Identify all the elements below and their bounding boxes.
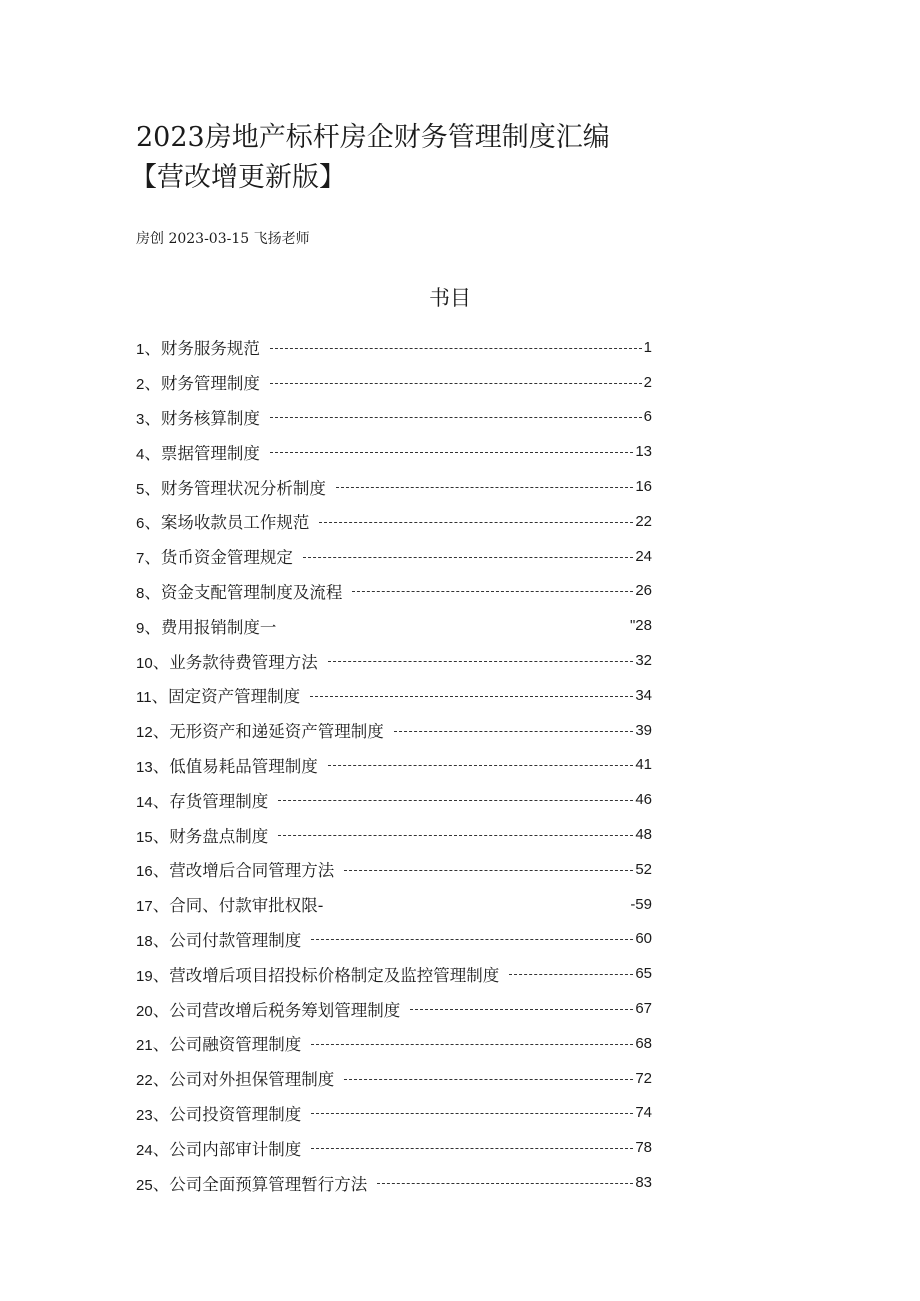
toc-item-title: 公司营改增后税务筹划管理制度 xyxy=(169,1000,401,1020)
toc-item-label: 14、存货管理制度 xyxy=(136,791,269,811)
toc-item-label: 19、营改增后项目招投标价格制定及监控管理制度 xyxy=(136,965,500,985)
toc-item-label: 9、费用报销制度一 xyxy=(136,617,277,637)
toc-leader-dots xyxy=(270,348,642,349)
toc-item-label: 8、资金支配管理制度及流程 xyxy=(136,582,343,602)
toc-item-label: 22、公司对外担保管理制度 xyxy=(136,1070,335,1090)
toc-leader-dots xyxy=(319,522,633,523)
toc-leader-dots xyxy=(303,557,633,558)
toc-item-page: 68 xyxy=(635,1034,652,1052)
toc-item[interactable] xyxy=(136,713,652,748)
toc-item-title: 财务服务规范 xyxy=(160,339,260,359)
toc-item-number: 4 xyxy=(136,445,145,463)
toc-item[interactable] xyxy=(136,330,652,365)
toc-item-page: 83 xyxy=(635,1174,652,1192)
toc-item-page: 24 xyxy=(635,547,652,565)
toc-item-page: 72 xyxy=(635,1069,652,1087)
toc-item-title: 营改增后项目招投标价格制定及监控管理制度 xyxy=(169,965,500,985)
toc-item-title: 公司全面预算管理暂行方法 xyxy=(169,1174,368,1194)
toc-item-label: 15、财务盘点制度 xyxy=(136,826,269,846)
toc-item-page: 22 xyxy=(635,512,652,530)
toc-item[interactable] xyxy=(136,887,652,922)
toc-item-label: 18、公司付款管理制度 xyxy=(136,930,302,950)
toc-item-page: -59 xyxy=(630,895,652,913)
toc-item-number: 9 xyxy=(136,619,145,637)
toc-leader-dots xyxy=(311,1148,633,1149)
toc-item-label: 1、财务服务规范 xyxy=(136,339,260,359)
toc-item[interactable] xyxy=(136,748,652,783)
toc-item-label: 23、公司投资管理制度 xyxy=(136,1104,302,1124)
toc-leader-dots xyxy=(311,939,633,940)
toc-leader-dots xyxy=(310,696,633,697)
toc-item-label: 3、财务核算制度 xyxy=(136,408,260,428)
toc-item-title: 无形资产和递延资产管理制度 xyxy=(169,722,384,742)
toc-item-title: 货币资金管理规定 xyxy=(160,548,293,568)
toc-item-page: 41 xyxy=(635,756,652,774)
toc-item-page: 16 xyxy=(635,478,652,496)
toc-leader-dots xyxy=(344,870,633,871)
toc-item-page: 74 xyxy=(635,1104,652,1122)
toc-leader-dots xyxy=(278,800,633,801)
toc-item-number: 14 xyxy=(136,793,153,811)
toc-item[interactable] xyxy=(136,365,652,400)
toc-item-label: 6、案场收款员工作规范 xyxy=(136,513,310,533)
toc-item-page: 2 xyxy=(643,373,652,391)
toc-item-number: 17 xyxy=(136,898,153,916)
toc-leader-dots xyxy=(270,417,642,418)
toc-item-number: 15 xyxy=(136,828,153,846)
toc-item-number: 7 xyxy=(136,550,145,568)
toc-item-title: 票据管理制度 xyxy=(160,443,260,463)
toc-item-title: 财务管理状况分析制度 xyxy=(160,478,326,498)
toc-leader-dots xyxy=(270,452,633,453)
toc-item-number: 21 xyxy=(136,1037,153,1055)
toc-item-title: 存货管理制度 xyxy=(169,791,269,811)
table-of-contents xyxy=(136,330,652,1200)
title-line-1: 2023房地产标杆房企财务管理制度汇编 xyxy=(136,122,610,153)
title-line-2: 【营改增更新版】 xyxy=(130,162,346,193)
toc-leader-dots xyxy=(394,731,634,732)
toc-item-page: 1 xyxy=(643,338,652,356)
toc-item-title: 固定资产管理制度 xyxy=(168,687,301,707)
toc-item[interactable] xyxy=(136,922,652,957)
toc-leader-dots xyxy=(410,1009,633,1010)
toc-item-title: 公司融资管理制度 xyxy=(169,1035,302,1055)
toc-item-number: 19 xyxy=(136,967,153,985)
toc-item-title: 公司投资管理制度 xyxy=(169,1104,302,1124)
toc-item-page: 52 xyxy=(635,860,652,878)
toc-item-title: 案场收款员工作规范 xyxy=(160,513,310,533)
toc-item-number: 20 xyxy=(136,1002,153,1020)
toc-heading: 书目 xyxy=(429,286,471,310)
toc-item-page: 60 xyxy=(635,930,652,948)
toc-item-title: 公司付款管理制度 xyxy=(169,930,302,950)
toc-item-page: 39 xyxy=(635,721,652,739)
toc-leader-dots xyxy=(311,1044,633,1045)
toc-item[interactable] xyxy=(136,1096,652,1131)
toc-item[interactable] xyxy=(136,782,652,817)
toc-leader-dots xyxy=(377,1183,633,1184)
toc-item[interactable] xyxy=(136,608,652,643)
toc-item-page: 26 xyxy=(635,582,652,600)
toc-item-label: 4、票据管理制度 xyxy=(136,443,260,463)
toc-item-number: 24 xyxy=(136,1141,153,1159)
toc-item-page: 65 xyxy=(635,965,652,983)
toc-item[interactable] xyxy=(136,643,652,678)
toc-item-number: 25 xyxy=(136,1176,153,1194)
toc-leader-dots xyxy=(328,765,634,766)
toc-item-number: 10 xyxy=(136,654,153,672)
document-title xyxy=(130,118,856,198)
toc-item-title: 财务核算制度 xyxy=(160,408,260,428)
toc-item-number: 22 xyxy=(136,1072,153,1090)
toc-item-title: 财务管理制度 xyxy=(160,374,260,394)
toc-item-page: 48 xyxy=(635,826,652,844)
toc-item[interactable] xyxy=(136,991,652,1026)
toc-item-label: 2、财务管理制度 xyxy=(136,374,260,394)
toc-leader-dots xyxy=(270,383,642,384)
toc-item-title: 费用报销制度一 xyxy=(160,617,277,637)
toc-item-title: 财务盘点制度 xyxy=(169,826,269,846)
toc-item-page: "28 xyxy=(629,617,652,635)
toc-item-title: 公司内部审计制度 xyxy=(169,1139,302,1159)
toc-item-label: 16、营改增后合同管理方法 xyxy=(136,861,335,881)
toc-item-page: 78 xyxy=(635,1139,652,1157)
toc-leader-dots xyxy=(509,974,633,975)
toc-item-title: 公司对外担保管理制度 xyxy=(169,1070,335,1090)
toc-item-number: 11 xyxy=(136,689,152,707)
toc-item-number: 2 xyxy=(136,376,145,394)
toc-item-number: 12 xyxy=(136,724,153,742)
toc-item[interactable] xyxy=(136,434,652,469)
toc-item-number: 5 xyxy=(136,480,145,498)
toc-item-number: 18 xyxy=(136,932,153,950)
toc-item[interactable] xyxy=(136,469,652,504)
toc-item-title: 合同、付款审批权限- xyxy=(169,896,324,916)
toc-item[interactable] xyxy=(136,574,652,609)
toc-item-page: 67 xyxy=(635,1000,652,1018)
toc-item-number: 13 xyxy=(136,758,153,776)
toc-item-label: 21、公司融资管理制度 xyxy=(136,1035,302,1055)
toc-item-label: 5、财务管理状况分析制度 xyxy=(136,478,326,498)
toc-item[interactable] xyxy=(136,400,652,435)
toc-item-label: 12、无形资产和递延资产管理制度 xyxy=(136,722,384,742)
toc-item-label: 20、公司营改增后税务筹划管理制度 xyxy=(136,1000,401,1020)
toc-leader-dots xyxy=(344,1079,633,1080)
toc-item-page: 6 xyxy=(643,408,652,426)
toc-item-label: 13、低值易耗品管理制度 xyxy=(136,756,318,776)
toc-item-title: 低值易耗品管理制度 xyxy=(169,756,318,776)
toc-leader-dots xyxy=(278,835,633,836)
toc-item-title: 营改增后合同管理方法 xyxy=(169,861,335,881)
toc-item-title: 业务款待费管理方法 xyxy=(169,652,318,672)
toc-item-page: 34 xyxy=(635,686,652,704)
toc-item-label: 25、公司全面预算管理暂行方法 xyxy=(136,1174,368,1194)
toc-item[interactable] xyxy=(136,852,652,887)
toc-item-title: 资金支配管理制度及流程 xyxy=(160,582,343,602)
toc-item-number: 23 xyxy=(136,1106,153,1124)
toc-leader-dots xyxy=(352,591,633,592)
toc-item[interactable] xyxy=(136,678,652,713)
toc-item[interactable] xyxy=(136,956,652,991)
toc-item-number: 1 xyxy=(136,341,145,359)
toc-item-number: 8 xyxy=(136,584,145,602)
toc-leader-dots xyxy=(336,487,633,488)
toc-item[interactable] xyxy=(136,1026,652,1061)
toc-item-label: 17、合同、付款审批权限- xyxy=(136,896,324,916)
toc-item[interactable] xyxy=(136,1130,652,1165)
toc-item[interactable] xyxy=(136,817,652,852)
toc-item[interactable] xyxy=(136,1165,652,1200)
author-byline: 房创 2023-03-15 飞扬老师 xyxy=(136,231,310,247)
toc-item-page: 13 xyxy=(635,443,652,461)
toc-item-number: 16 xyxy=(136,863,153,881)
toc-item-number: 6 xyxy=(136,515,145,533)
toc-item-label: 10、业务款待费管理方法 xyxy=(136,652,318,672)
toc-item[interactable] xyxy=(136,1061,652,1096)
toc-leader-dots xyxy=(328,661,634,662)
toc-item-label: 11、固定资产管理制度 xyxy=(136,687,301,707)
toc-leader-dots xyxy=(311,1113,633,1114)
toc-item[interactable] xyxy=(136,539,652,574)
toc-item-label: 7、货币资金管理规定 xyxy=(136,548,293,568)
toc-item-label: 24、公司内部审计制度 xyxy=(136,1139,302,1159)
toc-item[interactable] xyxy=(136,504,652,539)
toc-item-number: 3 xyxy=(136,410,145,428)
toc-item-page: 32 xyxy=(635,652,652,670)
toc-item-page: 46 xyxy=(635,791,652,809)
